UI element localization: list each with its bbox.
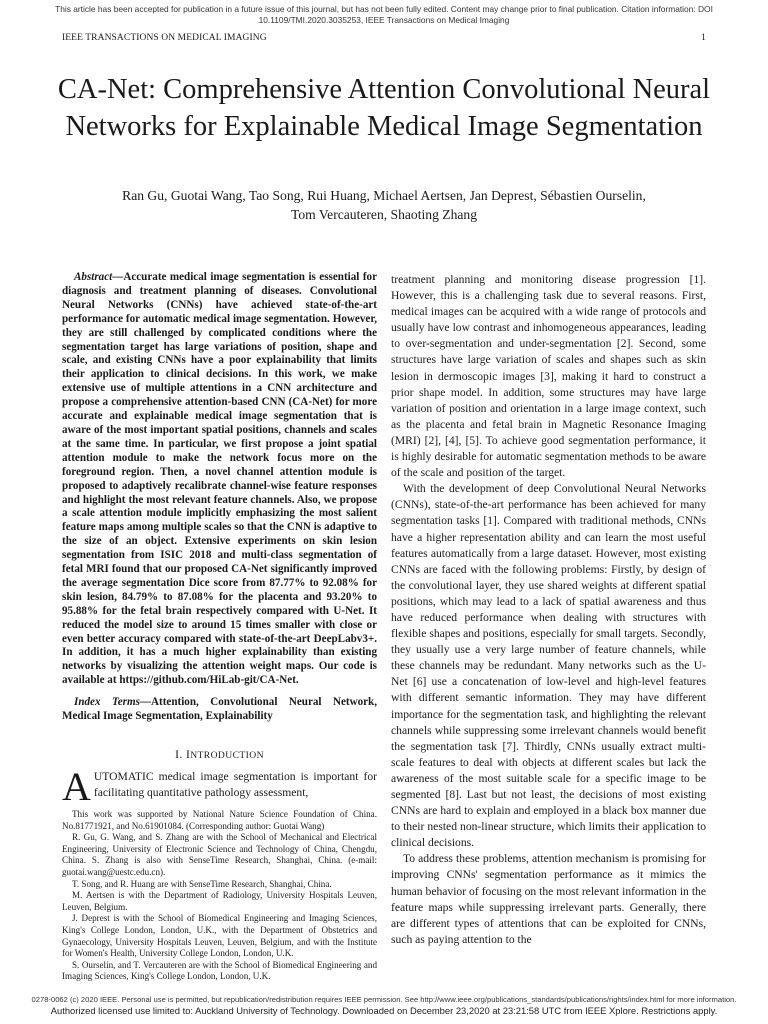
index-terms-label: Index Terms bbox=[74, 696, 140, 709]
abstract-text: —Accurate medical image segmentation is essential for diagnosis and treatment planning of diseases. Convolutional Neural Networks (CNNs) have achieved state-of-the-art performance for automatic medical image segmentation. However, they are still challenged by complicated conditions where the segmentation target has large variations of position, shape and scale, and existing CNNs have a poor explainability that limits their application to clinical decisions. In this work, we make extensive use of multiple attentions in a CNN architecture and propose a comprehensive attention-based CNN (CA-Net) for more accurate and explainable medical image segmentation that is aware of the most important spatial positions, channels and scales at the same time. In particular, we first propose a joint spatial attention module to make the network focus more on the foreground region. Then, a novel channel attention module is proposed to adaptively recalibrate channel-wise feature responses and highlight the most relevant feature channels. Also, we propose a scale attention module implicitly emphasizing the most salient feature maps among multiple scales so that the CNN is adaptive to the size of an object. Extensive experiments on skin lesion segmentation from ISIC 2018 and multi-class segmentation of fetal MRI found that our proposed CA-Net significantly improved the average segmentation Dice score from 87.77% to 92.08% for skin lesion, 84.79% to 87.08% for the placenta and 93.20% to 95.88% for the fetal brain respectively compared with U-Net. It reduced the model size to around 15 times smaller with close or even better accuracy compared with state-of-the-art DeepLabv3+. In addition, it has a much higher explainability than existing networks by visualizing the attention weight maps. Our code is available at https://github.com/HiLab-git/CA-Net. bbox=[62, 271, 377, 687]
publication-notice: This article has been accepted for publication in a future issue of this journal, but has not been fully edited. Content may change prior to final publication. Citation information: DOI 10.1109/TMI.2020.3035253, IEEE Transactions on Medical Imaging bbox=[55, 4, 713, 25]
section-title-rest: NTRODUCTION bbox=[190, 750, 264, 761]
abstract-label: Abstract bbox=[74, 271, 113, 283]
license-notice: Authorized licensed use limited to: Auckland University of Technology. Downloaded on December 23,2020 at 23:21:58 UTC from IEEE Xplore. Restrictions apply. bbox=[50, 1005, 718, 1016]
intro-paragraph bbox=[62, 763, 377, 809]
intro-text: medical image segmentation is important for facilitating quantitative pathology assessment, bbox=[93, 769, 377, 799]
body-paragraph: With the development of deep Convolutional Neural Networks (CNNs), state-of-the-art performance has been achieved for many segmentation tasks [1]. Compared with traditional methods, CNNs have a higher representation ability and can learn the most useful features automatically from a large dataset. However, most existing CNNs are faced with the following problems: Firstly, by design of the convolutional layer, they use shared weights at different spatial positions, which may lead to a lack of spatial awareness and thus have reduced performance when dealing with structures with flexible shapes and positions, especially for small targets. Secondly, they usually use a very large number of feature channels, while these channels may be redundant. Many networks such as the U-Net [6] use a concatenation of low-level and high-level features with different semantic information. They may have different importance for the segmentation task, and highlighting the relevant channels while suppressing some irrelevant channels would benefit the segmentation task [7]. Thirdly, CNNs usually extract multi-scale features to deal with objects at different scales but lack the awareness of the most suitable scale for a specific image to be segmented [8]. Last but not least, the decisions of most existing CNNs are hard to explain and employed in a black box manner due to their nested non-linear structure, which limits their application to clinical decisions. bbox=[391, 482, 706, 850]
drop-cap: A bbox=[62, 763, 91, 809]
author-list bbox=[40, 186, 728, 224]
index-terms bbox=[62, 696, 377, 724]
intro-caps: UTOMATIC bbox=[93, 769, 154, 783]
author-line-2: Tom Vercauteren, Shaoting Zhang bbox=[290, 207, 478, 222]
footnote: M. Aertsen is with the Department of Radiology, University Hospitals Leuven, Leuven, Belgium. bbox=[62, 890, 377, 912]
right-column bbox=[391, 272, 706, 948]
footnotes bbox=[62, 809, 377, 983]
footnote: T. Song, and R. Huang are with SenseTime Research, Shanghai, China. bbox=[72, 878, 332, 889]
body-paragraph: treatment planning and monitoring disease progression [1]. However, this is a challenging task due to several reasons. First, medical images can be acquired with a wide range of protocols and usually have low contrast and inhomogeneous appearances, leading to over-segmentation and under-segmentation [2]. Second, some structures have large variation of scales and shapes such as skin lesion in dermoscopic images [3], making it hard to construct a prior shape model. In addition, some structures may have large variation of position and orientation in a large image context, such as the placenta and fetal brain in Magnetic Resonance Imaging (MRI) [2], [4], [5]. To achieve good segmentation performance, it is highly desirable for automatic segmentation methods to be aware of the scale and position of the target. bbox=[391, 273, 706, 480]
author-line-1: Ran Gu, Guotai Wang, Tao Song, Rui Huang, Michael Aertsen, Jan Deprest, Sébastien Ourselin, bbox=[122, 188, 646, 203]
footnote: J. Deprest is with the School of Biomedical Engineering and Imaging Sciences, King's College London, London, U.K., with the Department of Obstetrics and Gynaecology, University Hospitals Leuven, Leuven, Belgium, and with the Institute for Women's Health, University College London, London, U.K. bbox=[62, 913, 377, 959]
paper-title: CA-Net: Comprehensive Attention Convolutional Neural Networks for Explainable Medical Image Segmentation bbox=[57, 74, 711, 142]
section-initial: I bbox=[185, 748, 191, 761]
running-head bbox=[62, 33, 706, 43]
copyright-notice: 0278-0062 (c) 2020 IEEE. Personal use is permitted, but republication/redistribution requires IEEE permission. See http://www.ieee.org/publications_standards/publications/rights/index.html for more information. bbox=[31, 995, 737, 1004]
section-number: I. bbox=[175, 748, 183, 761]
body-paragraph: To address these problems, attention mechanism is promising for improving CNNs' segmentation performance as it mimics the human behavior of focusing on the most relevant information in the feature maps while suppressing irrelevant parts. Generally, there are different types of attentions that can be exploited for CNNs, such as paying attention to the bbox=[391, 852, 706, 946]
abstract bbox=[62, 271, 377, 688]
footnote: This work was supported by National Nature Science Foundation of China. No.81771921, and No.61901084. (Corresponding author: Guotai Wang) bbox=[62, 809, 377, 831]
footnote: S. Ourselin, and T. Vercauteren are with the School of Biomedical Engineering and Imaging Sciences, King's College London, London, U.K. bbox=[62, 959, 377, 982]
section-heading-introduction bbox=[62, 748, 377, 763]
journal-name: IEEE TRANSACTIONS ON MEDICAL IMAGING bbox=[62, 33, 267, 43]
left-column bbox=[62, 271, 377, 983]
footnote: R. Gu, G. Wang, and S. Zhang are with the School of Mechanical and Electrical Engineering, University of Electronic Science and Technology of China, Chengdu, China. S. Zhang is also with SenseTime Research, Shanghai, China. (e-mail: guotai.wang@uestc.edu.cn). bbox=[62, 832, 377, 878]
index-terms-text: —Attention, Convolutional Neural Network, Medical Image Segmentation, Explainability bbox=[62, 696, 377, 723]
page-number: 1 bbox=[701, 33, 706, 43]
